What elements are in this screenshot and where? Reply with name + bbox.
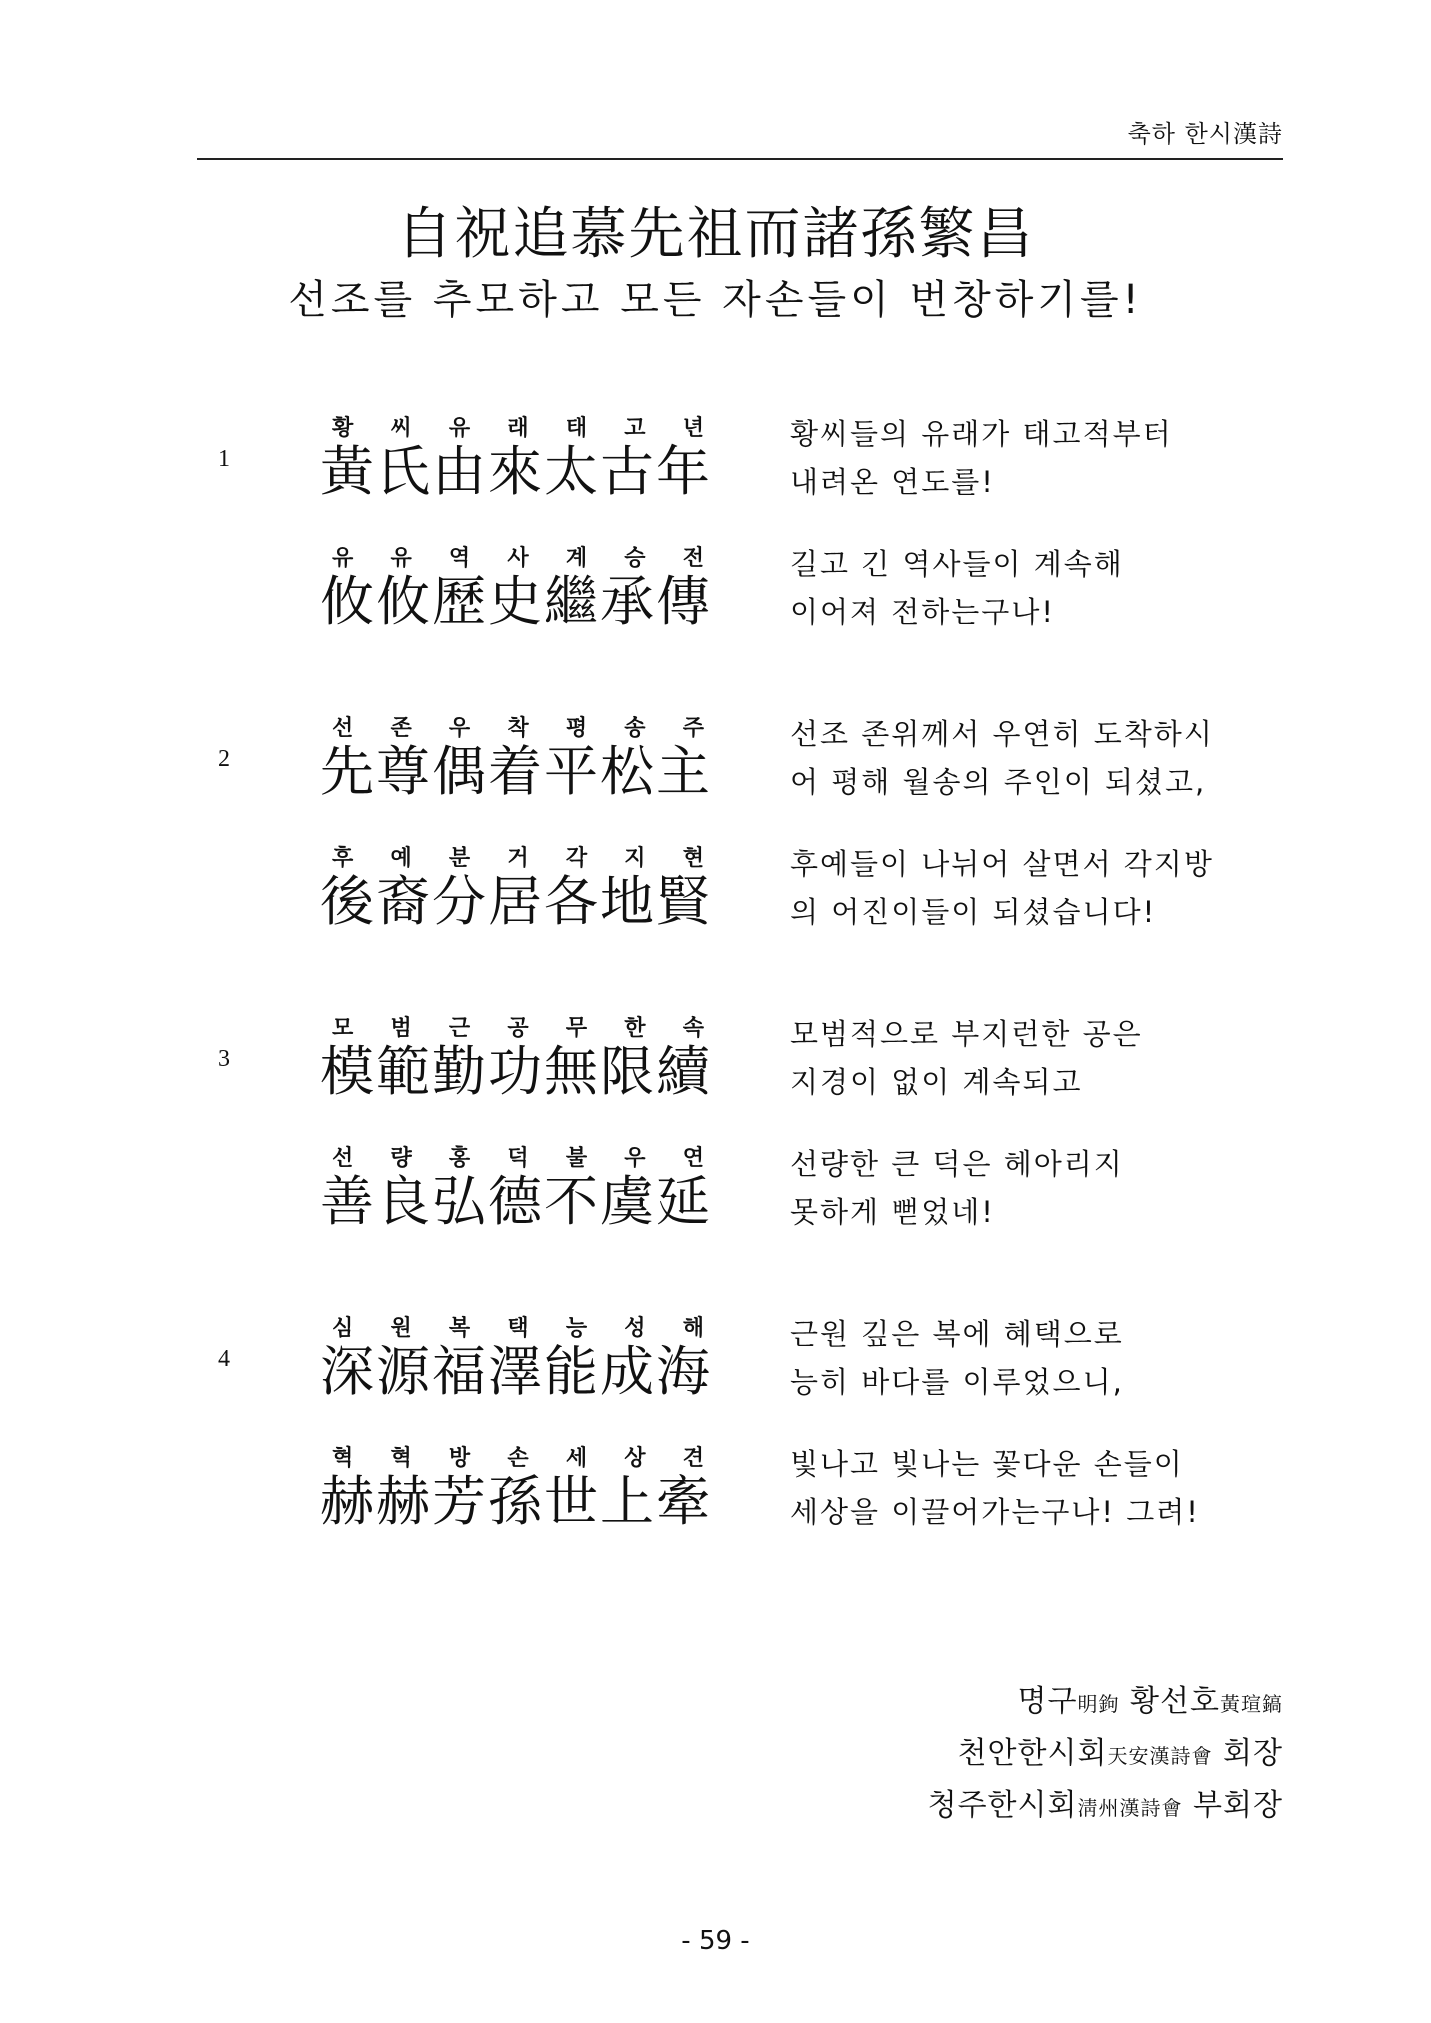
hangul-reading [320, 1315, 716, 1343]
reading-syllable: 덕 [507, 1146, 529, 1171]
translation-line: 선량한 큰 덕은 헤아리지 [790, 1147, 1124, 1181]
page-number: - 59 - [681, 1926, 750, 1956]
translation-line: 근원 깊은 복에 혜택으로 [790, 1317, 1124, 1351]
reading-syllable: 복 [448, 1316, 471, 1341]
hangul-reading [320, 715, 716, 743]
reading-syllable: 성 [624, 1316, 646, 1341]
reading-syllable: 모 [332, 1016, 354, 1041]
reading-syllable: 무 [565, 1016, 588, 1041]
stanza-number: 4 [218, 1346, 230, 1372]
stanza-number: 3 [218, 1046, 230, 1072]
author-pen-name: 명구 [1017, 1684, 1078, 1719]
translation-line: 능히 바다를 이루었으니, [790, 1365, 1124, 1399]
reading-syllable: 사 [507, 546, 529, 571]
stanza-number: 2 [218, 746, 230, 772]
translation-line: 어 평해 월송의 주인이 되셨고, [790, 765, 1207, 799]
hanja-verse: 黃氏由來太古年 [320, 440, 712, 503]
translation-line: 선조 존위께서 우연히 도착하시 [790, 717, 1214, 751]
poem-title-hanja: 自祝追慕先祖而諸孫繁昌 [396, 202, 1035, 267]
affiliation-org: 청주한시회 [927, 1788, 1078, 1823]
reading-syllable: 상 [624, 1446, 646, 1471]
reading-syllable: 평 [565, 716, 588, 741]
reading-syllable: 후 [332, 846, 354, 871]
hangul-reading [320, 545, 716, 573]
reading-syllable: 유 [390, 546, 412, 571]
verse-translation [790, 410, 1310, 506]
reading-syllable: 능 [565, 1316, 588, 1341]
reading-syllable: 예 [390, 846, 412, 871]
reading-syllable: 근 [448, 1016, 471, 1041]
poem-title-korean: 선조를 추모하고 모든 자손들이 번창하기를! [288, 277, 1143, 323]
reading-syllable: 년 [682, 416, 704, 441]
reading-syllable: 우 [624, 1146, 646, 1171]
reading-syllable: 세 [565, 1446, 588, 1471]
translation-line: 지경이 없이 계속되고 [790, 1065, 1083, 1099]
affiliation-org-hanja: 淸州漢詩會 [1077, 1796, 1183, 1820]
translation-line: 이어져 전하는구나! [790, 595, 1055, 629]
reading-syllable: 현 [682, 846, 704, 871]
section-label: 축하 한시漢詩 [1127, 120, 1283, 148]
verse-translation [790, 710, 1310, 806]
hanja-verse: 深源福澤能成海 [320, 1340, 712, 1403]
translation-line: 내려온 연도를! [790, 465, 995, 499]
reading-syllable: 견 [682, 1446, 704, 1471]
reading-syllable: 고 [624, 416, 646, 441]
header-divider [197, 158, 1283, 160]
verse-translation [790, 540, 1310, 636]
hanja-verse: 赫赫芳孫世上牽 [320, 1470, 712, 1533]
reading-syllable: 승 [624, 546, 646, 571]
verse-line [320, 845, 716, 931]
reading-syllable: 존 [390, 716, 412, 741]
reading-syllable: 지 [624, 846, 646, 871]
reading-syllable: 래 [507, 416, 529, 441]
reading-syllable: 씨 [390, 416, 412, 441]
reading-syllable: 홍 [448, 1146, 471, 1171]
reading-syllable: 황 [332, 416, 354, 441]
affiliation-org: 천안한시회 [957, 1736, 1108, 1771]
translation-line: 길고 긴 역사들이 계속해 [790, 547, 1124, 581]
verse-translation [790, 1310, 1310, 1406]
verse-line [320, 715, 716, 801]
verse-line [320, 1315, 716, 1401]
reading-syllable: 심 [332, 1316, 354, 1341]
hangul-reading [320, 1145, 716, 1173]
reading-syllable: 선 [332, 716, 354, 741]
reading-syllable: 분 [448, 846, 471, 871]
reading-syllable: 태 [565, 416, 588, 441]
reading-syllable: 택 [507, 1316, 529, 1341]
stanza-number: 1 [218, 446, 230, 472]
reading-syllable: 유 [332, 546, 354, 571]
hangul-reading [320, 1015, 716, 1043]
verse-line [320, 1015, 716, 1101]
translation-line: 못하게 뻗었네! [790, 1195, 995, 1229]
author-name-hanja: 黃瑄鎬 [1220, 1692, 1283, 1716]
reading-syllable: 계 [565, 546, 588, 571]
hanja-verse: 攸攸歷史繼承傳 [320, 570, 712, 633]
hanja-verse: 模範勤功無限續 [320, 1040, 712, 1103]
reading-syllable: 혁 [332, 1446, 354, 1471]
translation-line: 의 어진이들이 되셨습니다! [790, 895, 1157, 929]
reading-syllable: 전 [682, 546, 704, 571]
verse-translation [790, 1440, 1310, 1536]
author-affiliation [928, 1780, 1283, 1824]
translation-line: 세상을 이끌어가는구나! 그려! [790, 1495, 1200, 1529]
translation-line: 후예들이 나뉘어 살면서 각지방 [790, 847, 1214, 881]
reading-syllable: 착 [507, 716, 529, 741]
reading-syllable: 거 [507, 846, 529, 871]
affiliation-role: 부회장 [1193, 1788, 1283, 1823]
verse-translation [790, 840, 1310, 936]
verse-line [320, 1145, 716, 1231]
verse-translation [790, 1140, 1310, 1236]
reading-syllable: 주 [682, 716, 704, 741]
reading-syllable: 역 [448, 546, 471, 571]
reading-syllable: 속 [682, 1016, 704, 1041]
reading-syllable: 유 [448, 416, 471, 441]
reading-syllable: 공 [507, 1016, 529, 1041]
reading-syllable: 연 [682, 1146, 704, 1171]
translation-line: 모범적으로 부지런한 공은 [790, 1017, 1143, 1051]
hanja-verse: 先尊偶着平松主 [320, 740, 712, 803]
hanja-verse: 後裔分居各地賢 [320, 870, 712, 933]
hangul-reading [320, 415, 716, 443]
author-name: 황선호 [1130, 1684, 1220, 1719]
verse-line [320, 415, 716, 501]
reading-syllable: 선 [332, 1146, 354, 1171]
reading-syllable: 방 [448, 1446, 471, 1471]
translation-line: 빛나고 빛나는 꽃다운 손들이 [790, 1447, 1184, 1481]
affiliation-org-hanja: 天安漢詩會 [1107, 1744, 1213, 1768]
verse-line [320, 545, 716, 631]
reading-syllable: 각 [565, 846, 588, 871]
reading-syllable: 우 [448, 716, 471, 741]
affiliation-role: 회장 [1223, 1736, 1283, 1771]
reading-syllable: 범 [390, 1016, 412, 1041]
reading-syllable: 량 [390, 1146, 412, 1171]
translation-line: 황씨들의 유래가 태고적부터 [790, 417, 1173, 451]
verse-line [320, 1445, 716, 1531]
reading-syllable: 원 [390, 1316, 412, 1341]
hanja-verse: 善良弘德不虞延 [320, 1170, 712, 1233]
reading-syllable: 송 [624, 716, 646, 741]
author-pen-name-hanja: 明鉤 [1077, 1692, 1120, 1716]
reading-syllable: 불 [565, 1146, 588, 1171]
hangul-reading [320, 1445, 716, 1473]
author-signature [1018, 1676, 1283, 1720]
verse-translation [790, 1010, 1310, 1106]
hangul-reading [320, 845, 716, 873]
reading-syllable: 한 [624, 1016, 646, 1041]
reading-syllable: 혁 [390, 1446, 412, 1471]
author-affiliation [958, 1728, 1283, 1772]
reading-syllable: 해 [682, 1316, 704, 1341]
reading-syllable: 손 [507, 1446, 529, 1471]
